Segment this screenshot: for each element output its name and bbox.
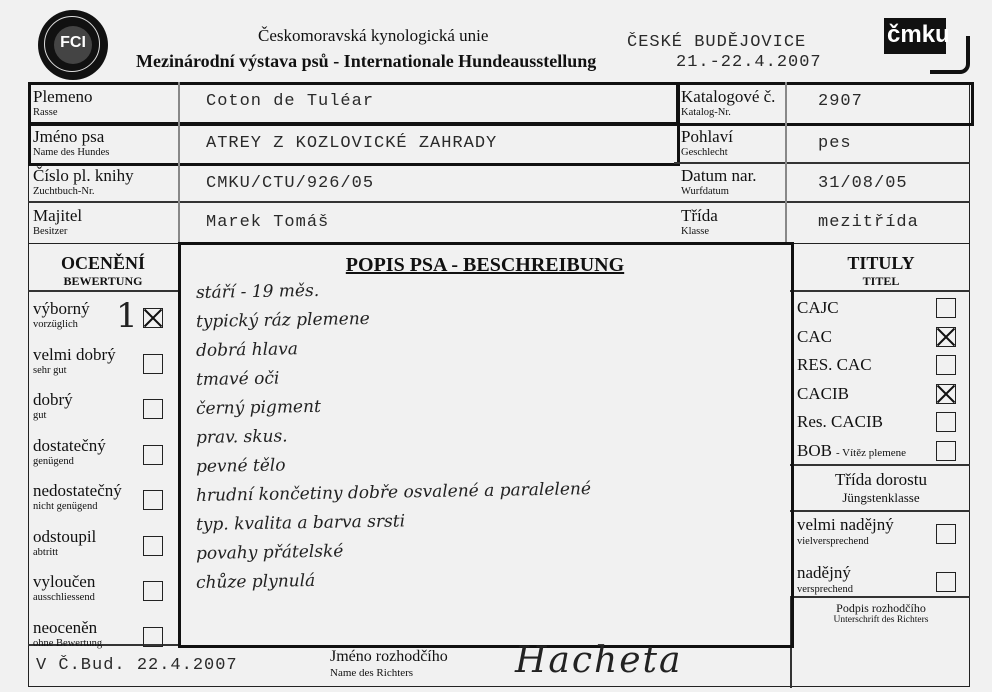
junior-heading: Třída dorostu (834, 470, 928, 489)
owner-value: Marek Tomáš (206, 213, 330, 232)
dob-sub: Wurfdatum (681, 186, 729, 197)
description-line: typický ráz plemene (195, 308, 370, 332)
rating-sub: vorzüglich (33, 319, 78, 330)
rating-row (33, 480, 173, 520)
title-label: CAC (797, 327, 832, 346)
rating-checkbox[interactable] (143, 308, 163, 328)
title-row (797, 298, 965, 322)
rating-checkbox[interactable] (143, 490, 163, 510)
description-line: dobrá hlava (195, 339, 299, 361)
description-line: hrudní končetiny dobře osvalené a paralelené (195, 479, 592, 506)
header-dates: 21.-22.4.2007 (676, 53, 822, 72)
description-line: chůze plynulá (195, 570, 316, 593)
rating-sub: sehr gut (33, 365, 67, 376)
ratings-heading: OCENĚNÍ (60, 253, 145, 273)
class-sub: Klasse (681, 226, 709, 237)
description-line: stáří - 19 měs. (195, 280, 320, 303)
dob-value: 31/08/05 (818, 174, 908, 193)
rating-label: velmi dobrý (33, 345, 116, 364)
title-checkbox[interactable] (936, 298, 956, 318)
junior-label: velmi nadějný (797, 515, 894, 534)
title-checkbox[interactable] (936, 384, 956, 404)
fci-logo-text: FCI (60, 34, 86, 51)
breed-sub: Rasse (33, 107, 58, 118)
rating-sub: ausschliessend (33, 592, 95, 603)
rating-checkbox[interactable] (143, 581, 163, 601)
rating-label: výborný (33, 299, 90, 318)
class-value: mezitřída (818, 213, 919, 232)
junior-checkbox[interactable] (936, 572, 956, 592)
judge-signature: Hacheta (515, 640, 683, 681)
catalog-sub: Katalog-Nr. (681, 107, 731, 118)
rating-sub: ohne Bewertung (33, 638, 103, 649)
rating-label: vyloučen (33, 572, 96, 591)
rating-row (33, 526, 173, 566)
titles-heading: TITULY (847, 253, 915, 273)
class-label: Třída (681, 206, 718, 225)
header-title: Mezinárodní výstava psů - Internationale Hundeausstellung (136, 51, 597, 71)
rating-row (33, 435, 173, 475)
rating-row (33, 571, 173, 611)
rating-row (33, 298, 173, 338)
description-line: pevné tělo (195, 455, 286, 477)
owner-sub: Besitzer (33, 226, 68, 237)
junior-sub: Jüngstenklasse (842, 490, 920, 505)
judge-name-label: Jméno rozhodčího (330, 648, 448, 665)
title-suffix: - Vítěz plemene (835, 447, 907, 459)
titles-heading-sub: TITEL (862, 274, 900, 288)
rating-checkbox[interactable] (143, 536, 163, 556)
header-org: Českomoravská kynologická unie (258, 26, 489, 45)
ratings-heading-sub: BEWERTUNG (63, 274, 143, 288)
rating-sub: nicht genügend (33, 501, 98, 512)
description-line: povahy přátelské (195, 541, 344, 564)
title-label: Res. CACIB (797, 412, 883, 431)
rating-row (33, 389, 173, 429)
rating-sub: abtritt (33, 547, 59, 558)
rating-sub: genügend (33, 456, 74, 467)
junior-checkbox[interactable] (936, 524, 956, 544)
rating-label: odstoupil (33, 527, 97, 546)
description-heading: POPIS PSA - BESCHREIBUNG (345, 254, 625, 276)
catalog-value: 2907 (818, 92, 863, 111)
title-label: BOB (797, 441, 832, 460)
title-row (797, 384, 965, 408)
description-line: typ. kvalita a barva srsti (195, 511, 406, 535)
judge-sig-sub: Unterschrift des Richters (833, 615, 929, 625)
breed-value: Coton de Tuléar (206, 92, 375, 111)
title-checkbox[interactable] (936, 355, 956, 375)
description-line: prav. skus. (195, 426, 288, 448)
rating-label: neoceněn (33, 618, 98, 637)
title-label: CAJC (797, 298, 839, 317)
junior-row (797, 516, 965, 556)
rating-checkbox[interactable] (143, 627, 163, 647)
judge-sig-label: Podpis rozhodčího (836, 601, 926, 615)
junior-item-sub: versprechend (797, 584, 853, 595)
sex-sub: Geschlecht (681, 147, 728, 158)
rating-label: dobrý (33, 390, 73, 409)
junior-row (797, 564, 965, 604)
cmku-logo (884, 18, 970, 72)
dob-label: Datum nar. (681, 166, 757, 185)
title-row (797, 327, 965, 351)
title-label: RES. CAC (797, 355, 872, 374)
rating-checkbox[interactable] (143, 399, 163, 419)
rating-checkbox[interactable] (143, 445, 163, 465)
title-checkbox[interactable] (936, 412, 956, 432)
rating-checkbox[interactable] (143, 354, 163, 374)
sex-value: pes (818, 134, 852, 153)
title-row (797, 412, 965, 436)
fci-logo (38, 10, 108, 80)
rating-label: nedostatečný (33, 481, 122, 500)
sex-label: Pohlaví (681, 127, 733, 146)
breed-label: Plemeno (33, 87, 93, 106)
cmku-logo-text: čmku (887, 21, 950, 48)
name-value: ATREY Z KOZLOVICKÉ ZAHRADY (206, 134, 498, 153)
title-label: CACIB (797, 384, 849, 403)
name-sub: Name des Hundes (33, 147, 110, 158)
description-line: černý pigment (195, 396, 321, 419)
junior-label: nadějný (797, 563, 851, 582)
catalog-label: Katalogové č. (681, 87, 776, 106)
title-row (797, 355, 965, 379)
description-line: tmavé oči (195, 368, 280, 390)
studbook-sub: Zuchtbuch-Nr. (33, 186, 95, 197)
rating-sub: gut (33, 410, 47, 421)
studbook-value: CMKU/CTU/926/05 (206, 174, 375, 193)
title-checkbox[interactable] (936, 327, 956, 347)
owner-label: Majitel (33, 206, 83, 225)
footer-place-date: V Č.Bud. 22.4.2007 (36, 656, 238, 675)
studbook-label: Číslo pl. knihy (33, 166, 134, 185)
rating-label: dostatečný (33, 436, 106, 455)
title-row (797, 441, 965, 465)
rating-row (33, 617, 173, 657)
placement-number: 1 (116, 296, 138, 336)
title-checkbox[interactable] (936, 441, 956, 461)
rating-row (33, 344, 173, 384)
name-label: Jméno psa (33, 127, 105, 146)
header-city: ČESKÉ BUDĚJOVICE (627, 33, 807, 52)
judge-name-sub: Name des Richters (330, 667, 414, 679)
junior-item-sub: vielversprechend (797, 536, 869, 547)
